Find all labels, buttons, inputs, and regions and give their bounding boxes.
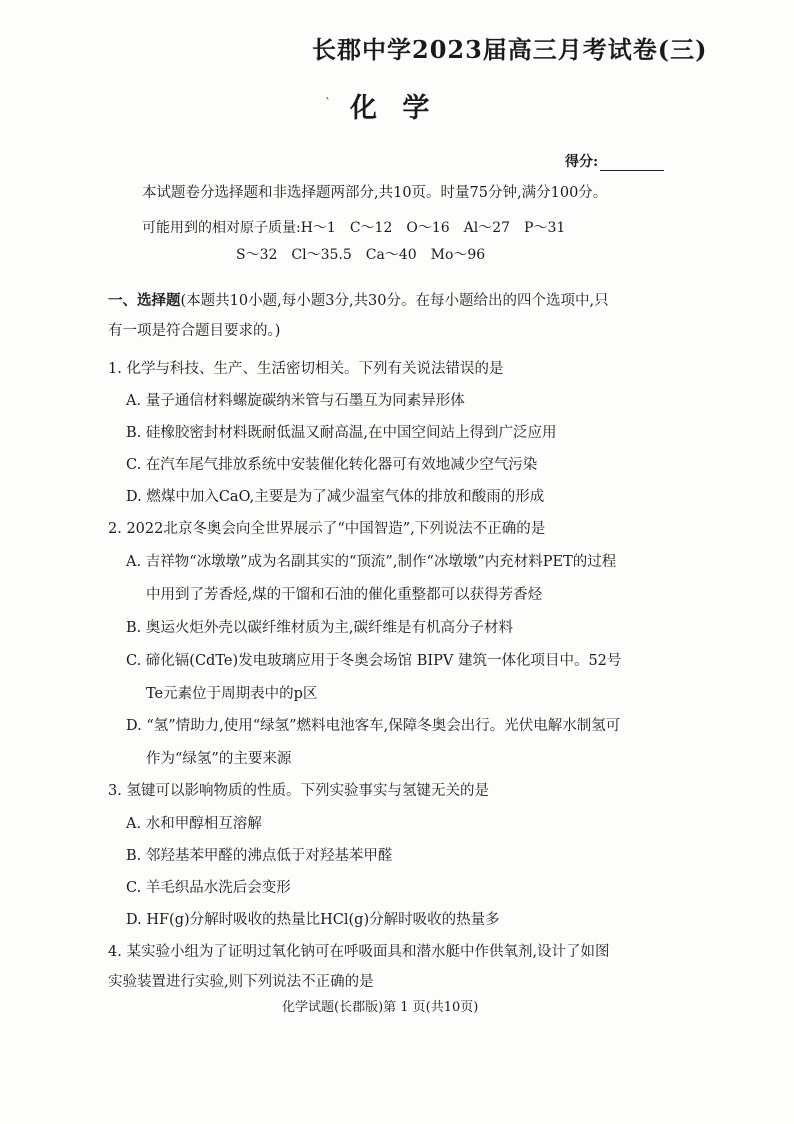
exam-intro: 本试题卷分选择题和非选择题两部分,共10页。时量75分钟,满分100分。 (142, 185, 608, 201)
q4-stem-line-1: 4. 某实验小组为了证明过氧化钠可在呼吸面具和潜水艇中作供氧剂,设计了如图 (108, 944, 610, 960)
q1-option-d: D. 燃煤中加入CaO,主要是为了减少温室气体的排放和酸雨的形成 (126, 489, 545, 505)
decorative-mark: ` (325, 96, 331, 110)
section-instruction-1: (本题共10小题,每小题3分,共30分。在每小题给出的四个选项中,只 (180, 293, 609, 309)
q2-option-b: B. 奥运火炬外壳以碳纤维材质为主,碳纤维是有机高分子材料 (126, 620, 513, 636)
section-instruction-2: 有一项是符合题目要求的。) (108, 323, 281, 339)
q2-option-c-line-1: C. 碲化镉(CdTe)发电玻璃应用于冬奥会场馆 BIPV 建筑一体化项目中。52号 (126, 653, 622, 669)
q2-option-c-line-2: Te元素位于周期表中的p区 (146, 686, 318, 702)
atomic-masses-line-2: S～32 Cl～35.5 Ca～40 Mo～96 (236, 247, 486, 263)
q1-option-c: C. 在汽车尾气排放系统中安装催化转化器可有效地减少空气污染 (126, 457, 538, 473)
q2-option-a-line-1: A. 吉祥物“冰墩墩”成为名副其实的“顶流”,制作“冰墩墩”内充材料PET的过程 (126, 554, 617, 570)
q1-option-b: B. 硅橡胶密封材料既耐低温又耐高温,在中国空间站上得到广泛应用 (126, 425, 557, 441)
exam-title: 长郡中学2023届高三月考试卷(三) (312, 35, 708, 64)
score-blank (600, 156, 664, 171)
q2-option-a-line-2: 中用到了芳香烃,煤的干馏和石油的催化重整都可以获得芳香烃 (146, 587, 543, 603)
q3-option-a: A. 水和甲醇相互溶解 (126, 816, 262, 832)
q2-option-d-line-2: 作为“绿氢”的主要来源 (146, 751, 292, 767)
q4-stem-line-2: 实验装置进行实验,则下列说法不正确的是 (108, 974, 374, 990)
q1-stem: 1. 化学与科技、生产、生活密切相关。下列有关说法错误的是 (108, 361, 504, 377)
page-footer: 化学试题(长郡版)第 1 页(共10页) (282, 1000, 479, 1015)
score-field (565, 151, 664, 171)
q3-option-d: D. HF(g)分解时吸收的热量比HCl(g)分解时吸收的热量多 (126, 912, 500, 928)
q2-option-d-line-1: D. “氢”情助力,使用“绿氢”燃料电池客车,保障冬奥会出行。光伏电解水制氢可 (126, 718, 621, 734)
q2-stem: 2. 2022北京冬奥会向全世界展示了“中国智造”,下列说法不正确的是 (108, 521, 546, 537)
q3-option-c: C. 羊毛织品水洗后会变形 (126, 880, 291, 896)
q3-stem: 3. 氢键可以影响物质的性质。下列实验事实与氢键无关的是 (108, 783, 489, 799)
q1-option-a: A. 量子通信材料螺旋碳纳米管与石墨互为同素异形体 (126, 393, 465, 409)
atomic-masses-line-1: 可能用到的相对原子质量:H～1 C～12 O～16 Al～27 P～31 (142, 220, 566, 236)
section-heading (108, 286, 668, 346)
section-title: 一、选择题 (108, 292, 181, 309)
q3-option-b: B. 邻羟基苯甲醛的沸点低于对羟基苯甲醛 (126, 848, 393, 864)
score-label: 得分: (565, 154, 599, 170)
subject-title: 化 学 (350, 93, 438, 124)
